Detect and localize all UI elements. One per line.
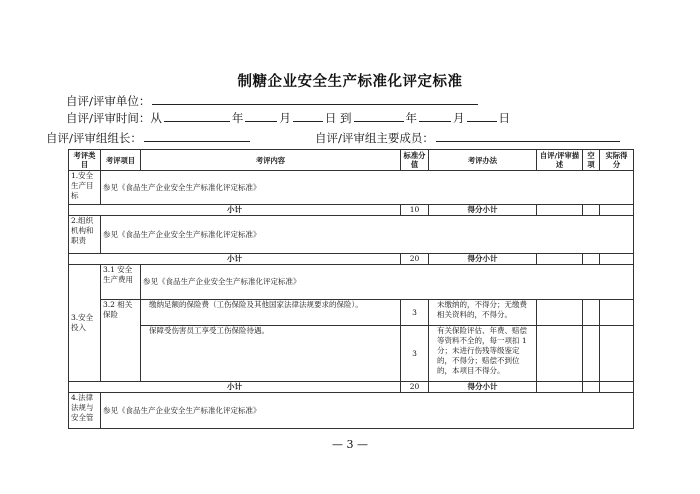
start-month-blank[interactable]	[245, 109, 277, 122]
month-label-2: 月	[453, 111, 465, 125]
subtotal-row	[69, 382, 634, 393]
content-cell: 保障受伤害员工享受工伤保险待遇。	[141, 326, 401, 382]
blank-cell[interactable]	[583, 326, 600, 382]
members-row	[315, 129, 622, 145]
subtotal-score: 20	[401, 254, 429, 265]
desc-cell[interactable]	[537, 326, 583, 382]
year-label-2: 年	[405, 111, 418, 125]
day-label-2: 日	[498, 111, 511, 125]
item-cell: 3.1 安全生产费用	[101, 265, 141, 300]
header-score: 标准分值	[401, 150, 429, 171]
ref-cell: 参见《食品生产企业安全生产标准化评定标准》	[101, 393, 634, 429]
start-day-blank[interactable]	[293, 109, 323, 122]
empty-cell[interactable]	[600, 254, 634, 265]
header-blank: 空项	[583, 150, 600, 171]
empty-cell[interactable]	[583, 205, 600, 216]
empty-cell[interactable]	[583, 382, 600, 393]
table-row	[69, 216, 634, 254]
content-cell: 缴纳足额的保险费（工伤保险及其他国家法律法规要求的保险）。	[141, 300, 401, 326]
header-item: 考评项目	[101, 150, 141, 171]
empty-cell[interactable]	[600, 382, 634, 393]
subtotal-label: 小计	[69, 254, 401, 265]
ref-cell: 参见《食品生产企业安全生产标准化评定标准》	[141, 265, 634, 300]
empty-cell[interactable]	[583, 254, 600, 265]
score-cell: 3	[401, 326, 429, 382]
item-cell: 3.2 相关保险	[101, 300, 141, 382]
method-cell: 未缴纳的，不得分；无缴费相关资料的，不得分。	[429, 300, 537, 326]
leader-row	[46, 129, 252, 145]
to-label: 到	[340, 111, 352, 125]
desc-cell[interactable]	[537, 300, 583, 326]
actual-cell[interactable]	[600, 300, 634, 326]
header-row	[69, 150, 634, 171]
leader-blank[interactable]	[144, 129, 250, 142]
header-method: 考评办法	[429, 150, 537, 171]
blank-cell[interactable]	[583, 300, 600, 326]
unit-blank[interactable]	[152, 92, 478, 105]
subtotal-label: 小计	[69, 205, 401, 216]
time-label: 自评/评审时间：从	[66, 111, 162, 125]
table-row	[69, 326, 634, 382]
leader-label: 自评/评审组组长：	[46, 131, 142, 145]
subtotal-row	[69, 205, 634, 216]
subtotal-row	[69, 254, 634, 265]
document-title: 制糖企业安全生产标准化评定标准	[237, 74, 463, 90]
method-cell: 有关保险评估、年费、赔偿等资料不全的，每一项扣 1 分；未进行伤残等级鉴定的，不得分；赔偿不到位的，本项目不得分。	[429, 326, 537, 382]
category-cell: 4.法律法规与安全管	[69, 393, 101, 429]
ref-cell: 参见《食品生产企业安全生产标准化评定标准》	[101, 216, 634, 254]
category-cell: 3.安全投入	[69, 265, 101, 382]
month-label: 月	[279, 111, 291, 125]
subtotal-label: 小计	[69, 382, 401, 393]
end-day-blank[interactable]	[467, 109, 497, 122]
members-label: 自评/评审组主要成员：	[315, 131, 434, 145]
header-desc: 自评/评审描述	[537, 150, 583, 171]
actual-cell[interactable]	[600, 326, 634, 382]
year-label: 年	[231, 111, 244, 125]
empty-cell[interactable]	[537, 205, 583, 216]
table-row	[69, 393, 634, 429]
members-blank[interactable]	[436, 129, 620, 142]
score-cell: 3	[401, 300, 429, 326]
table-row	[69, 265, 634, 300]
subtotal-score: 10	[401, 205, 429, 216]
empty-cell[interactable]	[537, 382, 583, 393]
empty-cell[interactable]	[537, 254, 583, 265]
header-content: 考评内容	[141, 150, 401, 171]
ref-cell: 参见《食品生产企业安全生产标准化评定标准》	[101, 171, 634, 205]
score-subtotal-label: 得分小计	[429, 205, 537, 216]
day-label: 日	[324, 111, 337, 125]
time-row	[66, 109, 510, 125]
subtotal-score: 20	[401, 382, 429, 393]
page-number: — 3 —	[332, 438, 368, 451]
header-category: 考评类目	[69, 150, 101, 171]
category-cell: 2.组织机构和职责	[69, 216, 101, 254]
score-subtotal-label: 得分小计	[429, 382, 537, 393]
unit-row	[66, 92, 480, 108]
unit-label: 自评/评审单位：	[66, 94, 151, 108]
score-subtotal-label: 得分小计	[429, 254, 537, 265]
category-cell: 1.安全生产目标	[69, 171, 101, 205]
end-year-blank[interactable]	[354, 109, 404, 122]
end-month-blank[interactable]	[419, 109, 451, 122]
empty-cell[interactable]	[600, 205, 634, 216]
evaluation-table	[68, 149, 634, 429]
table-row	[69, 300, 634, 326]
table-row	[69, 171, 634, 205]
start-year-blank[interactable]	[164, 109, 230, 122]
header-actual: 实际得分	[600, 150, 634, 171]
